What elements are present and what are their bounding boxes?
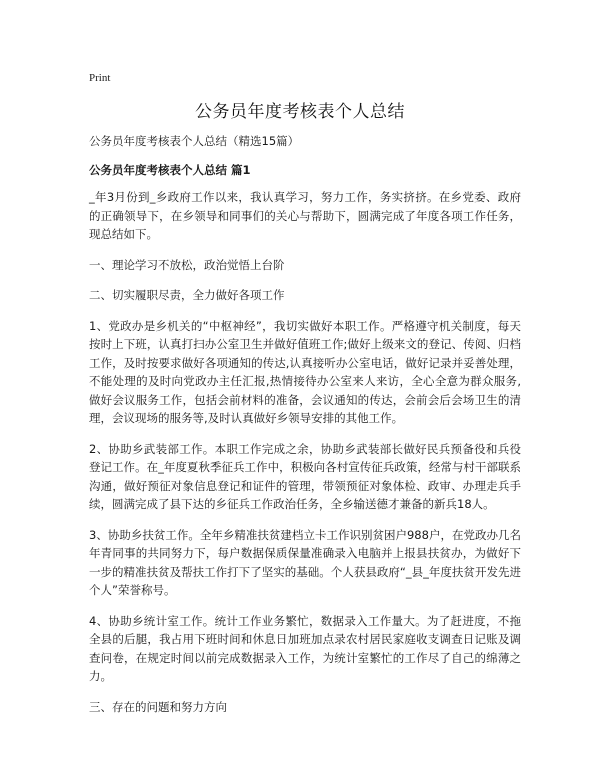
page-title: 公务员年度考核表个人总结 [195,102,405,122]
heading-one: 一、理论学习不放松，政治觉悟上台阶 [89,257,285,272]
heading-three: 三、存在的问题和努力方向 [89,699,227,714]
document-subtitle: 公务员年度考核表个人总结（精选15篇） [89,134,300,148]
intro-paragraph: _年3月份到_乡政府工作以来，我认真学习，努力工作，务实挤挤。在乡党委、政府的正确领导下，在乡领导和同事们的关心与帮助下，圆满完成了年度各项工作任务，现总结如下。 [89,190,521,241]
heading-two: 二、切实履职尽责，全力做好各项工作 [89,288,285,302]
paragraph-item-1: 1、党政办是乡机关的“中枢神经”，我切实做好本职工作。严格遵守机关制度，每天按时上下班，认真打扫办公室卫生并做好值班工作;做好上级来文的登记、传阅、归档工作，及时按要求做好各项通知的传达,认真接听办公室电话，做好记录并妥善处理，不能处理的及时向党政办主任汇报,热情接待办公室来人来访，全心全意为群众服务,做好会议服务工作，包括会前材料的准备，会议通知的传达，会前会后会场卫生的清理，会议现场的服务等,及时认真做好乡领导安排的其他工作。 [89,318,521,425]
paragraph-item-3: 3、协助乡扶贫工作。全年乡精准扶贫建档立卡工作识别贫困户988户，在党政办几名年青同事的共同努力下，每户数据保质保量准确录入电脑并上报县扶贫办，为做好下一步的精准扶贫及帮扶工作打下了坚实的基础。个人获县政府“_县_年度扶贫开发先进个人”荣誉称号。 [89,527,521,597]
section-heading: 公务员年度考核表个人总结 篇1 [89,162,251,177]
document-body [89,132,521,728]
print-label: Print [89,72,111,84]
paragraph-item-2: 2、协助乡武装部工作。本职工作完成之余，协助乡武装部长做好民兵预备役和兵役登记工作。在_年度夏秋季征兵工作中，积极向各村宣传征兵政策，经常与村干部联系沟通，做好预征对象信息登记和证件的管理，带领预征对象体检、政审、办理走兵手续，圆满完成了县下达的乡征兵工作政治任务，全乡输送德才兼备的新兵18人。 [89,441,521,511]
paragraph-item-4: 4、协助乡统计室工作。统计工作业务繁忙，数据录入工作量大。为了赶进度，不拖全县的后腿，我占用下班时间和休息日加班加点录农村居民家庭收支调查日记账及调查问卷，在规定时间以前完成数据录入工作，为统计室繁忙的工作尽了自己的绵薄之力。 [89,613,521,683]
